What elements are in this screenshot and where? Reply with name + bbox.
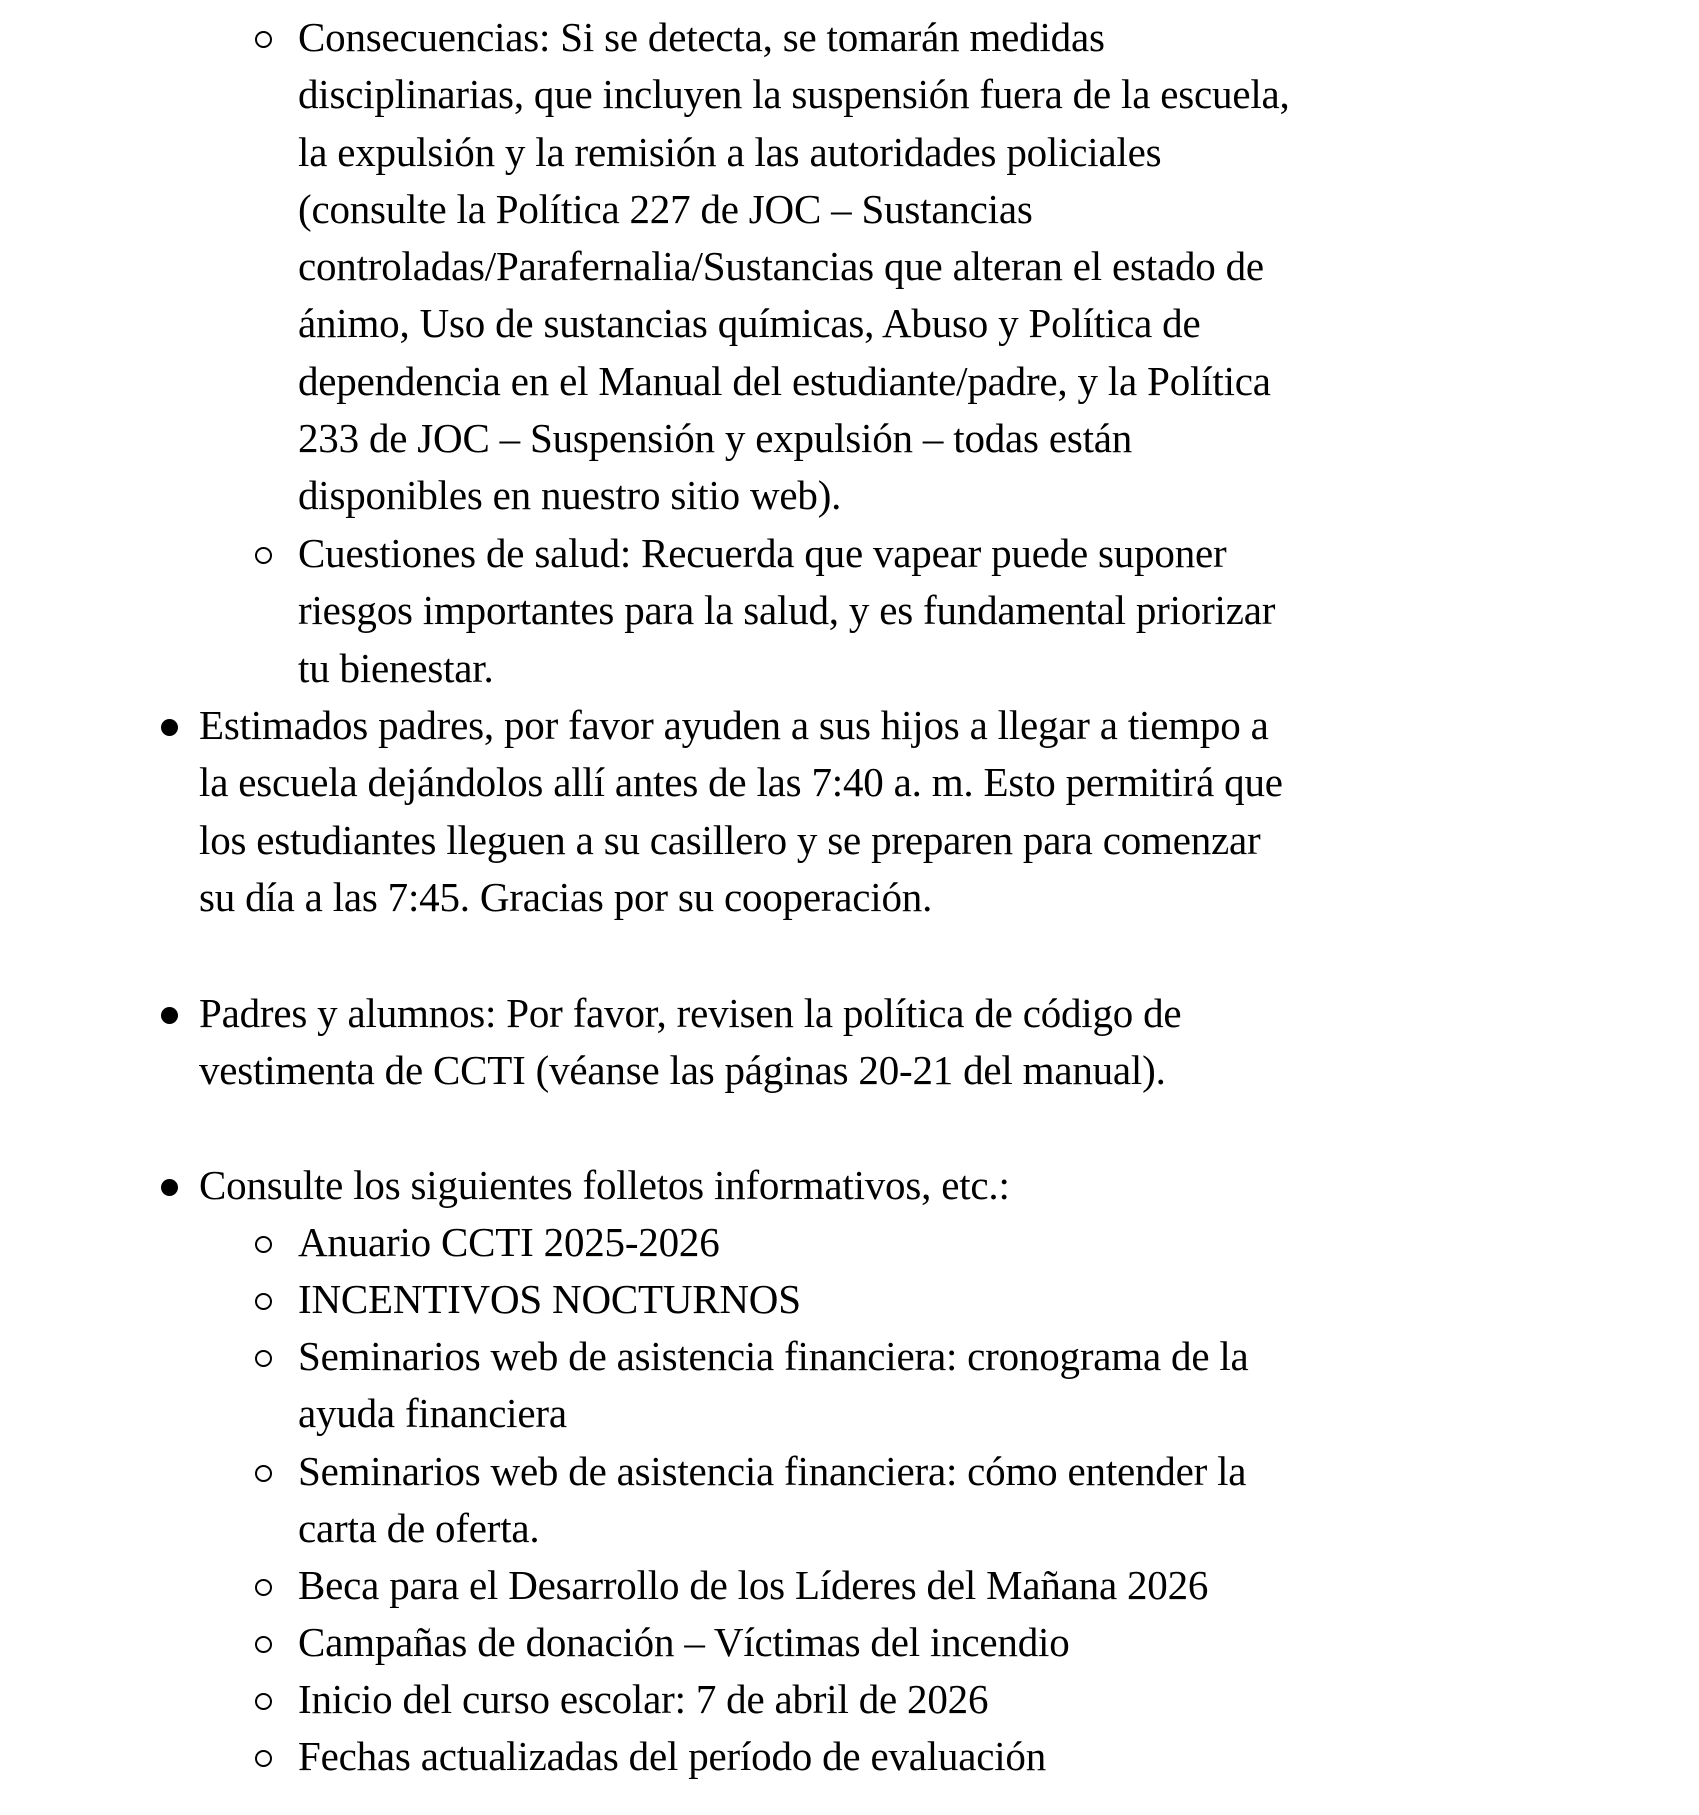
sub-item-cuestiones-de-salud [298,525,1628,697]
line: (consulte la Política 227 de JOC – Sustancias [298,185,1033,232]
flyer-item-seminario-cronograma [298,1328,1628,1443]
line: Estimados padres, por favor ayuden a sus hijos a llegar a tiempo a [199,702,1269,748]
line: Campañas de donación – Víctimas del incendio [298,1619,1070,1665]
hollow-bullet-icon [255,547,272,564]
line: Seminarios web de asistencia financiera: cronograma de la [298,1333,1249,1379]
hollow-bullet-icon [255,1750,272,1767]
flyer-item-beca-lideres [298,1557,1628,1614]
line: Inicio del curso escolar: 7 de abril de 2026 [298,1676,989,1722]
hollow-bullet-icon [255,1236,272,1253]
flyer-item-inicio-curso [298,1671,1628,1728]
line: controladas/Parafernalia/Sustancias que alteran el estado de [298,243,1264,290]
hollow-bullet-icon [255,1636,272,1653]
hollow-bullet-icon [255,1465,272,1482]
flyer-item-campanas-donacion [298,1614,1628,1671]
hollow-bullet-icon [255,1350,272,1367]
line: Padres y alumnos: Por favor, revisen la política de código de [199,990,1182,1036]
sub-item-consecuencias [298,9,1628,525]
line: la escuela dejándolos allí antes de las 7:40 a. m. Esto permitirá que [199,759,1283,806]
bullet-item-informational-flyers [199,1157,1619,1214]
line: disponibles en nuestro sitio web). [298,472,842,519]
line: los estudiantes lleguen a su casillero y se preparen para comenzar [199,816,1261,863]
line: Anuario CCTI 2025-2026 [298,1219,720,1265]
bullet-item-dress-code [199,985,1619,1100]
flyer-item-seminario-carta-oferta [298,1443,1628,1558]
hollow-bullet-icon [255,31,272,48]
line: Consecuencias: Si se detecta, se tomarán medidas [298,14,1105,60]
line: 233 de JOC – Suspensión y expulsión – todas están [298,415,1133,462]
line: Consulte los siguientes folletos informativos, etc.: [199,1162,1010,1208]
filled-bullet-icon [161,1179,178,1196]
filled-bullet-icon [161,1007,178,1024]
hollow-bullet-icon [255,1293,272,1310]
line: Fechas actualizadas del período de evaluación [298,1733,1047,1779]
line: riesgos importantes para la salud, y es fundamental priorizar [298,587,1276,634]
line: su día a las 7:45. Gracias por su cooperación. [199,873,933,920]
bullet-item-arrival-time [199,697,1619,926]
line: vestimenta de CCTI (véanse las páginas 20-21 del manual). [199,1047,1166,1094]
line: Beca para el Desarrollo de los Líderes del Mañana 2026 [298,1562,1209,1608]
flyer-item-incentivos-nocturnos [298,1271,1628,1328]
line: tu bienestar. [298,644,494,691]
line: ánimo, Uso de sustancias químicas, Abuso y Política de [298,300,1201,347]
line: dependencia en el Manual del estudiante/padre, y la Política [298,357,1271,404]
line: carta de oferta. [298,1505,540,1552]
flyer-item-anuario [298,1214,1628,1271]
hollow-bullet-icon [255,1693,272,1710]
line: la expulsión y la remisión a las autoridades policiales [298,128,1162,175]
line: Seminarios web de asistencia financiera: cómo entender la [298,1448,1247,1494]
filled-bullet-icon [161,719,178,736]
line: Cuestiones de salud: Recuerda que vapear puede suponer [298,530,1227,576]
line: ayuda financiera [298,1390,567,1437]
hollow-bullet-icon [255,1579,272,1596]
flyer-item-fechas-evaluacion [298,1728,1628,1785]
line: INCENTIVOS NOCTURNOS [298,1276,801,1322]
line: disciplinarias, que incluyen la suspensión fuera de la escuela, [298,71,1290,118]
